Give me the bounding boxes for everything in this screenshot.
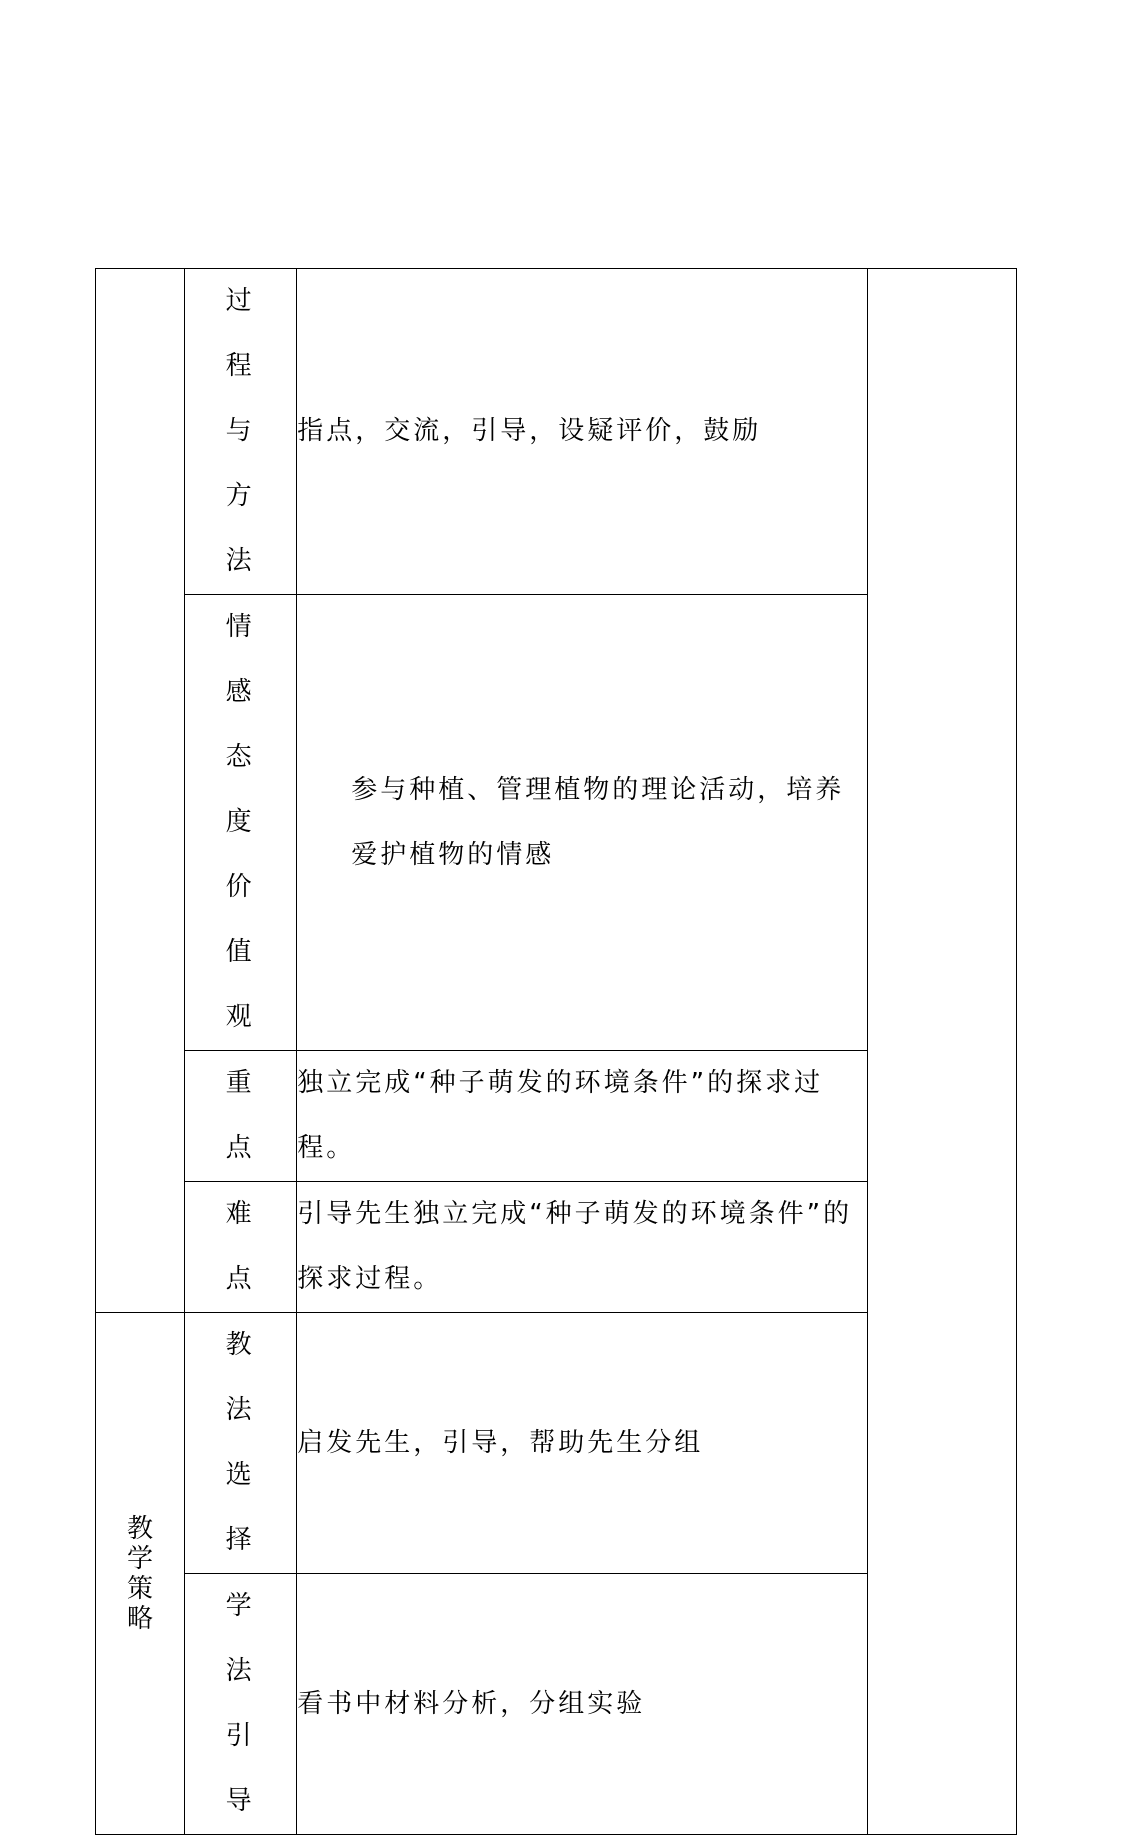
row-label-text: 学法引导 xyxy=(225,1591,256,1816)
teaching-strategy-title: 教学策略 xyxy=(127,1513,154,1634)
row-label-text: 重点 xyxy=(225,1068,256,1163)
row-label-learning-guidance xyxy=(185,1574,297,1835)
table-row xyxy=(96,269,1017,595)
row-content-key-point: 独立完成“种子萌发的环境条件”的探求过程。 xyxy=(297,1051,868,1182)
row-content-difficulty: 引导先生独立完成“种子萌发的环境条件”的探求过程。 xyxy=(297,1182,868,1313)
row-label-text: 难点 xyxy=(225,1199,256,1294)
row-content-process-method: 指点，交流，引导，设疑评价，鼓励 xyxy=(297,269,868,595)
remarks-cell xyxy=(867,269,1016,1835)
row-label-difficulty xyxy=(185,1182,297,1313)
objectives-category-cell xyxy=(96,269,185,1313)
row-label-teaching-method xyxy=(185,1313,297,1574)
row-label-process-method xyxy=(185,269,297,595)
row-content-teaching-method: 启发先生，引导，帮助先生分组 xyxy=(297,1313,868,1574)
teaching-strategy-cell xyxy=(96,1313,185,1835)
row-label-text: 情感态度价值观 xyxy=(225,612,256,1032)
row-content-learning-guidance: 看书中材料分析，分组实验 xyxy=(297,1574,868,1835)
row-label-key-point xyxy=(185,1051,297,1182)
row-content-emotion-attitude: 参与种植、管理植物的理论活动，培养爱护植物的情感 xyxy=(297,595,868,1051)
row-label-text: 过程与方法 xyxy=(225,286,256,576)
row-label-emotion-attitude xyxy=(185,595,297,1051)
lesson-plan-table xyxy=(95,268,1017,1835)
row-label-text: 教法选择 xyxy=(225,1330,256,1555)
